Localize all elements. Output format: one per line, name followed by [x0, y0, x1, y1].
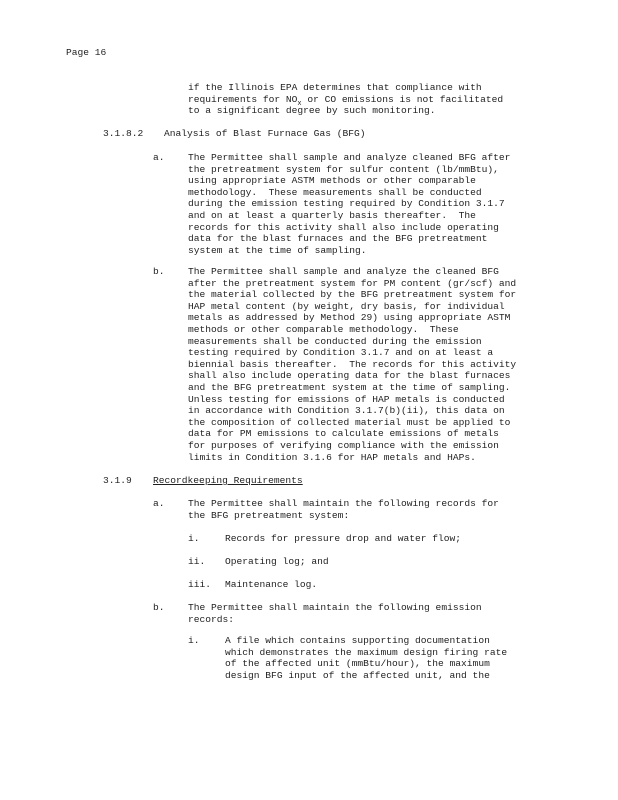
item-label-a: a.: [153, 498, 165, 509]
text-line: methods or other comparable methodology. These: [188, 323, 459, 335]
text-line: HAP metal content (by weight, dry basis, for individual: [188, 300, 505, 312]
subitem-text: Records for pressure drop and water flow;: [225, 533, 462, 544]
text-line: during the emission testing required by Condition 3.1.7: [188, 198, 505, 210]
text-line: the pretreatment system for sulfur content (lb/mmBtu),: [188, 163, 499, 175]
text-line: the BFG pretreatment system:: [188, 509, 350, 521]
section-title: Recordkeeping Requirements: [153, 475, 303, 486]
text-line: biennial basis thereafter. The records for this activity: [188, 358, 517, 370]
text-line: A file which contains supporting documentation: [225, 635, 490, 646]
item-a-paragraph: [188, 152, 510, 256]
text-line: metals as addressed by Method 29) using appropriate ASTM: [188, 312, 511, 324]
subitem-i-paragraph: [225, 635, 507, 681]
text-line: testing required by Condition 3.1.7 and on at least a: [188, 347, 494, 359]
text-line: shall also include operating data for the blast furnaces: [188, 370, 511, 382]
item-b-paragraph: [188, 266, 516, 463]
subitem-label: i.: [188, 635, 200, 646]
text-line: for purposes of verifying compliance with the emission: [188, 439, 499, 451]
text-line: data for PM emissions to calculate emissions of metals: [188, 428, 499, 440]
text-line: the composition of collected material must be applied to: [188, 416, 511, 428]
text-line: system at the time of sampling.: [188, 244, 367, 256]
text-line: The Permittee shall sample and analyze the cleaned BFG: [188, 266, 499, 277]
text-line: limits in Condition 3.1.6 for HAP metals and HAPs.: [188, 451, 476, 463]
subitem-text: Maintenance log.: [225, 579, 318, 590]
subitem-text: Operating log; and: [225, 556, 329, 567]
text-line: The Permittee shall maintain the following emission: [188, 602, 482, 613]
text-line: The Permittee shall maintain the following records for: [188, 498, 499, 509]
item-label-a: a.: [153, 152, 165, 163]
text-line: requirements for $NO_x$ or CO emissions is not facilitated: [188, 93, 504, 108]
text-line: the material collected by the BFG pretreatment system for: [188, 289, 517, 301]
intro-paragraph: [188, 82, 503, 117]
section-number: 3.1.9: [103, 475, 132, 486]
subitem-label: ii.: [188, 556, 206, 567]
text-line: records:: [188, 613, 235, 625]
text-line: of the affected unit (mmBtu/hour), the maximum: [225, 658, 490, 670]
subitem-label: iii.: [188, 579, 212, 590]
recordkeeping-item-a: [188, 498, 499, 521]
text-line: records for this activity shall also include operating: [188, 221, 499, 233]
text-line: Unless testing for emissions of HAP metals is conducted: [188, 393, 505, 405]
text-line: in accordance with Condition 3.1.7(b)(ii), this data on: [188, 405, 505, 417]
recordkeeping-item-b: [188, 602, 482, 625]
text-line: measurements shall be conducted during the emission: [188, 335, 482, 347]
text-line: after the pretreatment system for PM content (gr/scf) and: [188, 277, 517, 289]
text-line: and the BFG pretreatment system at the time of sampling.: [188, 381, 511, 393]
item-label-b: b.: [153, 602, 165, 613]
text-line: The Permittee shall sample and analyze cleaned BFG after: [188, 152, 511, 163]
text-line: to a significant degree by such monitoring.: [188, 105, 436, 117]
text-line: and on at least a quarterly basis thereafter. The: [188, 209, 476, 221]
text-line: if the Illinois EPA determines that compliance with: [188, 82, 482, 93]
text-line: methodology. These measurements shall be conducted: [188, 186, 482, 198]
text-line: using appropriate ASTM methods or other comparable: [188, 175, 476, 187]
section-number: 3.1.8.2: [103, 128, 144, 139]
text-line: data for the blast furnaces and the BFG pretreatment: [188, 233, 488, 245]
text-line: which demonstrates the maximum design firing rate: [225, 646, 508, 658]
page-number-header: Page 16: [66, 47, 107, 58]
item-label-b: b.: [153, 266, 165, 277]
text-line: design BFG input of the affected unit, and the: [225, 669, 490, 681]
section-title: Analysis of Blast Furnace Gas (BFG): [164, 128, 366, 139]
subitem-label: i.: [188, 533, 200, 544]
